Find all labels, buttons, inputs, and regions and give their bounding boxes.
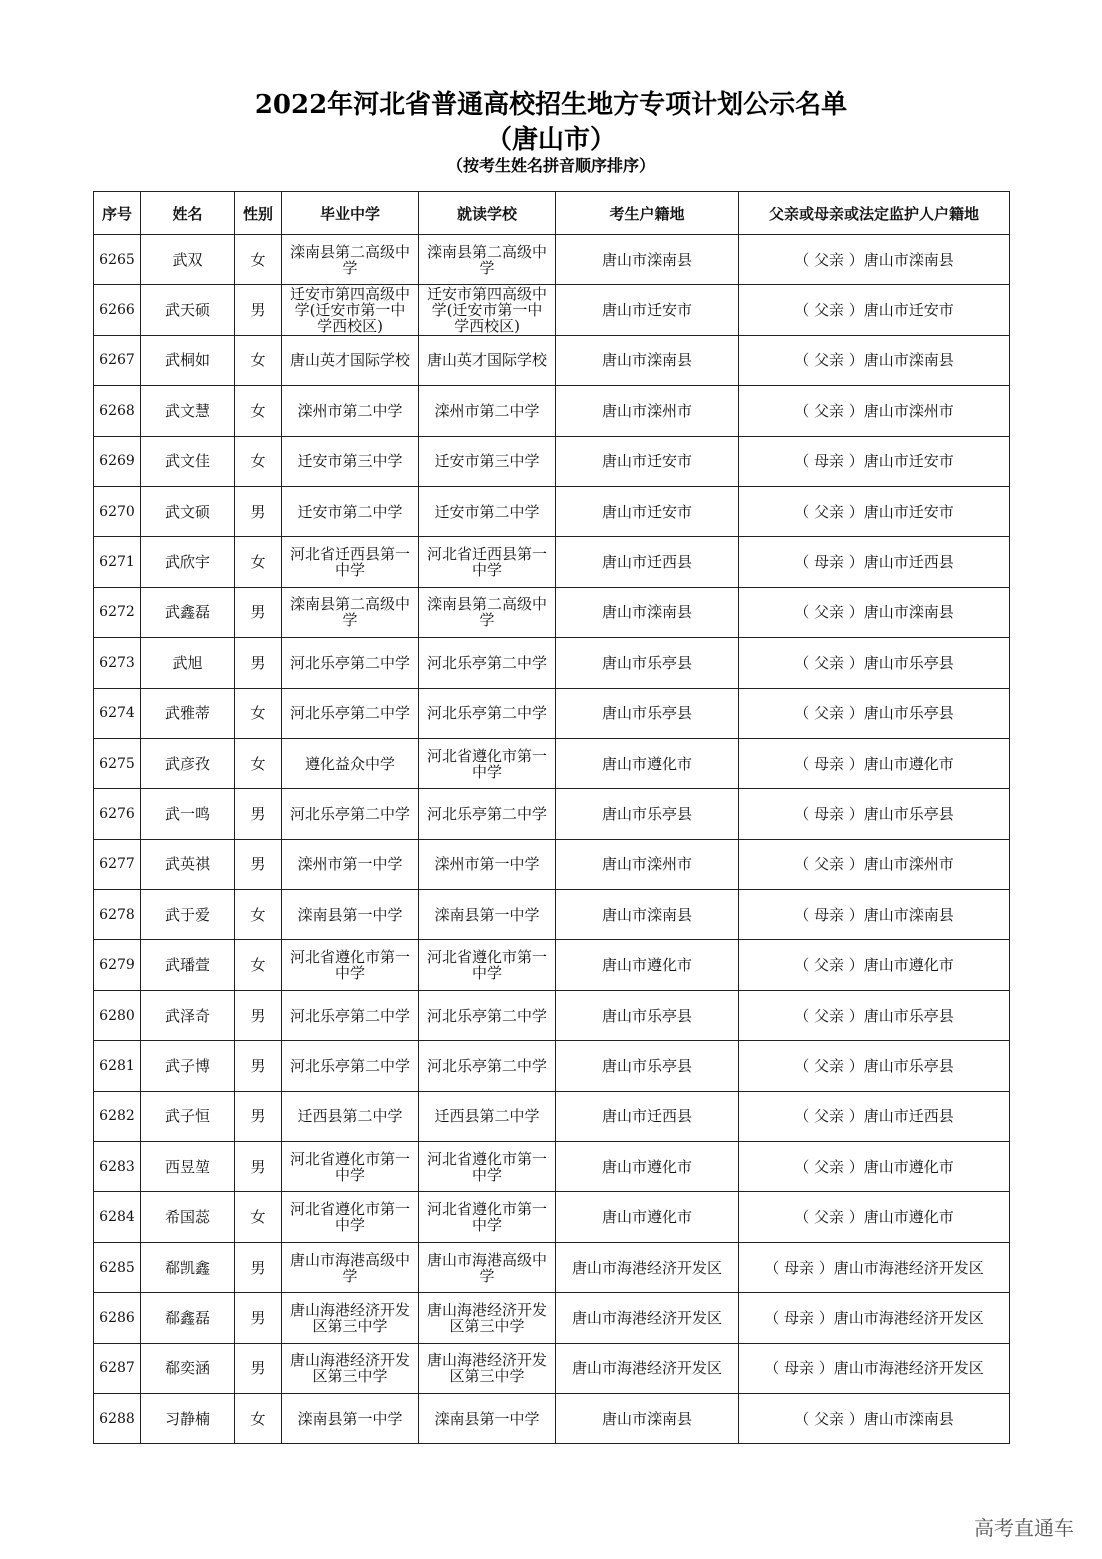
cell-gender: 女 [235,1393,282,1443]
cell-grad-school: 河北省遵化市第一中学 [282,940,419,990]
table-row [94,1393,1010,1443]
cell-gender: 男 [235,1142,282,1192]
cell-name: 习静楠 [141,1393,235,1443]
cell-gender: 男 [235,1091,282,1141]
cell-guardian: （ 父亲 ）唐山市遵化市 [739,1192,1010,1242]
cell-guardian: （ 父亲 ）唐山市滦州市 [739,386,1010,436]
cell-gender: 女 [235,335,282,385]
table-row [94,890,1010,940]
table-row [94,688,1010,738]
cell-guardian: （ 父亲 ）唐山市遵化市 [739,940,1010,990]
cell-study-school: 河北省遵化市第一中学 [419,940,556,990]
cell-study-school: 迁安市第二中学 [419,486,556,536]
roster-table [93,191,1010,1444]
cell-guardian: （ 母亲 ）唐山市遵化市 [739,738,1010,788]
cell-seq: 6268 [94,386,141,436]
cell-guardian: （ 父亲 ）唐山市乐亭县 [739,1041,1010,1091]
cell-study-school: 迁安市第三中学 [419,436,556,486]
cell-name: 武旭 [141,638,235,688]
cell-guardian: （ 父亲 ）唐山市迁安市 [739,486,1010,536]
watermark: 高考直通车 [974,1516,1074,1540]
cell-hukou: 唐山市迁西县 [556,537,739,587]
cell-seq: 6284 [94,1192,141,1242]
header-hukou: 考生户籍地 [556,192,739,235]
table-row [94,1293,1010,1343]
cell-grad-school: 河北省遵化市第一中学 [282,1192,419,1242]
cell-study-school: 滦南县第二高级中学 [419,587,556,637]
cell-grad-school: 河北乐亭第二中学 [282,688,419,738]
cell-study-school: 河北省遵化市第一中学 [419,1142,556,1192]
table-row [94,335,1010,385]
cell-guardian: （ 母亲 ）唐山市海港经济开发区 [739,1242,1010,1292]
table-row [94,839,1010,889]
cell-gender: 女 [235,386,282,436]
cell-hukou: 唐山市乐亭县 [556,1041,739,1091]
cell-seq: 6266 [94,285,141,335]
table-header-row [94,192,1010,235]
cell-hukou: 唐山市迁安市 [556,436,739,486]
table-row [94,940,1010,990]
table-row [94,386,1010,436]
table-row [94,1041,1010,1091]
cell-study-school: 滦南县第一中学 [419,1393,556,1443]
cell-gender: 女 [235,235,282,285]
cell-seq: 6281 [94,1041,141,1091]
cell-grad-school: 河北乐亭第二中学 [282,1041,419,1091]
cell-study-school: 唐山英才国际学校 [419,335,556,385]
cell-study-school: 河北乐亭第二中学 [419,789,556,839]
cell-study-school: 迁西县第二中学 [419,1091,556,1141]
cell-name: 武于爱 [141,890,235,940]
cell-grad-school: 迁安市第三中学 [282,436,419,486]
cell-grad-school: 唐山海港经济开发区第三中学 [282,1343,419,1393]
cell-study-school: 唐山海港经济开发区第三中学 [419,1293,556,1343]
cell-study-school: 滦州市第二中学 [419,386,556,436]
cell-hukou: 唐山市遵化市 [556,1192,739,1242]
cell-study-school: 迁安市第四高级中学(迁安市第一中学西校区) [419,285,556,335]
cell-study-school: 河北省迁西县第一中学 [419,537,556,587]
cell-seq: 6269 [94,436,141,486]
table-row [94,587,1010,637]
table-row [94,1142,1010,1192]
cell-gender: 男 [235,638,282,688]
cell-gender: 女 [235,688,282,738]
header-seq: 序号 [94,192,141,235]
cell-name: 武天硕 [141,285,235,335]
cell-guardian: （ 母亲 ）唐山市海港经济开发区 [739,1343,1010,1393]
cell-name: 武文慧 [141,386,235,436]
cell-guardian: （ 父亲 ）唐山市滦州市 [739,839,1010,889]
cell-name: 西昱堃 [141,1142,235,1192]
cell-hukou: 唐山市乐亭县 [556,638,739,688]
cell-seq: 6288 [94,1393,141,1443]
cell-seq: 6270 [94,486,141,536]
cell-seq: 6279 [94,940,141,990]
cell-gender: 女 [235,738,282,788]
cell-name: 郗奕涵 [141,1343,235,1393]
cell-guardian: （ 母亲 ）唐山市乐亭县 [739,789,1010,839]
cell-gender: 女 [235,436,282,486]
cell-seq: 6273 [94,638,141,688]
cell-guardian: （ 父亲 ）唐山市滦南县 [739,587,1010,637]
table-row [94,990,1010,1040]
cell-grad-school: 河北省迁西县第一中学 [282,537,419,587]
table-row [94,738,1010,788]
cell-grad-school: 遵化益众中学 [282,738,419,788]
cell-grad-school: 滦南县第二高级中学 [282,235,419,285]
cell-guardian: （ 父亲 ）唐山市乐亭县 [739,688,1010,738]
cell-grad-school: 唐山海港经济开发区第三中学 [282,1293,419,1343]
cell-name: 武彦孜 [141,738,235,788]
cell-seq: 6278 [94,890,141,940]
cell-hukou: 唐山市滦南县 [556,890,739,940]
cell-seq: 6277 [94,839,141,889]
cell-grad-school: 河北省遵化市第一中学 [282,1142,419,1192]
table-row [94,486,1010,536]
cell-grad-school: 河北乐亭第二中学 [282,990,419,1040]
table-row [94,1091,1010,1141]
table-row [94,537,1010,587]
cell-seq: 6285 [94,1242,141,1292]
page-title: 2022年河北省普通高校招生地方专项计划公示名单 [254,90,848,120]
cell-gender: 女 [235,890,282,940]
cell-name: 武双 [141,235,235,285]
cell-gender: 男 [235,285,282,335]
cell-hukou: 唐山市乐亭县 [556,990,739,1040]
cell-guardian: （ 父亲 ）唐山市滦南县 [739,235,1010,285]
cell-name: 武文硕 [141,486,235,536]
cell-name: 武一鸣 [141,789,235,839]
cell-gender: 女 [235,940,282,990]
cell-seq: 6267 [94,335,141,385]
cell-gender: 男 [235,486,282,536]
cell-hukou: 唐山市滦南县 [556,235,739,285]
cell-guardian: （ 父亲 ）唐山市乐亭县 [739,990,1010,1040]
cell-guardian: （ 母亲 ）唐山市迁安市 [739,436,1010,486]
cell-hukou: 唐山市滦南县 [556,1393,739,1443]
cell-hukou: 唐山市迁西县 [556,1091,739,1141]
cell-name: 武璠萱 [141,940,235,990]
header-guardian: 父亲或母亲或法定监护人户籍地 [739,192,1010,235]
cell-guardian: （ 父亲 ）唐山市遵化市 [739,1142,1010,1192]
cell-gender: 男 [235,1242,282,1292]
cell-gender: 男 [235,1343,282,1393]
table-row [94,235,1010,285]
cell-name: 武欣宇 [141,537,235,587]
table-row [94,1242,1010,1292]
cell-study-school: 河北乐亭第二中学 [419,688,556,738]
cell-hukou: 唐山市遵化市 [556,1142,739,1192]
cell-grad-school: 河北乐亭第二中学 [282,789,419,839]
cell-seq: 6271 [94,537,141,587]
header-grad-school: 毕业中学 [282,192,419,235]
cell-hukou: 唐山市滦州市 [556,386,739,436]
cell-hukou: 唐山市海港经济开发区 [556,1242,739,1292]
header-study-school: 就读学校 [419,192,556,235]
cell-hukou: 唐山市海港经济开发区 [556,1293,739,1343]
cell-hukou: 唐山市迁安市 [556,285,739,335]
cell-seq: 6283 [94,1142,141,1192]
cell-seq: 6276 [94,789,141,839]
cell-seq: 6265 [94,235,141,285]
cell-study-school: 河北乐亭第二中学 [419,638,556,688]
cell-grad-school: 迁安市第二中学 [282,486,419,536]
cell-hukou: 唐山市滦南县 [556,335,739,385]
cell-gender: 男 [235,789,282,839]
table-row [94,638,1010,688]
cell-guardian: （ 父亲 ）唐山市滦南县 [739,335,1010,385]
cell-name: 武鑫磊 [141,587,235,637]
cell-gender: 男 [235,990,282,1040]
cell-grad-school: 滦州市第二中学 [282,386,419,436]
table-row [94,1343,1010,1393]
cell-seq: 6286 [94,1293,141,1343]
table-row [94,789,1010,839]
cell-hukou: 唐山市乐亭县 [556,789,739,839]
cell-study-school: 河北省遵化市第一中学 [419,1192,556,1242]
cell-study-school: 滦州市第一中学 [419,839,556,889]
table-row [94,1192,1010,1242]
cell-seq: 6275 [94,738,141,788]
cell-study-school: 河北省遵化市第一中学 [419,738,556,788]
page-subtitle-city: （唐山市） [485,125,616,155]
cell-study-school: 唐山市海港高级中学 [419,1242,556,1292]
cell-study-school: 滦南县第二高级中学 [419,235,556,285]
cell-study-school: 河北乐亭第二中学 [419,990,556,1040]
cell-grad-school: 唐山市海港高级中学 [282,1242,419,1292]
cell-seq: 6274 [94,688,141,738]
cell-hukou: 唐山市滦南县 [556,587,739,637]
cell-gender: 男 [235,1293,282,1343]
cell-guardian: （ 父亲 ）唐山市乐亭县 [739,638,1010,688]
cell-grad-school: 滦州市第一中学 [282,839,419,889]
cell-guardian: （ 母亲 ）唐山市海港经济开发区 [739,1293,1010,1343]
cell-gender: 男 [235,1041,282,1091]
cell-grad-school: 河北乐亭第二中学 [282,638,419,688]
cell-study-school: 河北乐亭第二中学 [419,1041,556,1091]
cell-seq: 6280 [94,990,141,1040]
table-row [94,436,1010,486]
cell-seq: 6287 [94,1343,141,1393]
cell-guardian: （ 父亲 ）唐山市迁安市 [739,285,1010,335]
cell-grad-school: 迁西县第二中学 [282,1091,419,1141]
cell-grad-school: 迁安市第四高级中学(迁安市第一中学西校区) [282,285,419,335]
cell-hukou: 唐山市遵化市 [556,738,739,788]
cell-name: 武泽奇 [141,990,235,1040]
table-row [94,285,1010,335]
cell-name: 郗鑫磊 [141,1293,235,1343]
cell-guardian: （ 父亲 ）唐山市滦南县 [739,1393,1010,1443]
cell-hukou: 唐山市迁安市 [556,486,739,536]
cell-name: 武子恒 [141,1091,235,1141]
page-subtitle-sort: （按考生姓名拼音顺序排序） [446,156,655,175]
cell-grad-school: 滦南县第二高级中学 [282,587,419,637]
cell-name: 郗凯鑫 [141,1242,235,1292]
cell-hukou: 唐山市乐亭县 [556,688,739,738]
cell-name: 武桐如 [141,335,235,385]
cell-grad-school: 滦南县第一中学 [282,1393,419,1443]
cell-grad-school: 唐山英才国际学校 [282,335,419,385]
cell-name: 希国蕊 [141,1192,235,1242]
cell-seq: 6272 [94,587,141,637]
cell-guardian: （ 父亲 ）唐山市迁西县 [739,1091,1010,1141]
cell-hukou: 唐山市滦州市 [556,839,739,889]
cell-name: 武英祺 [141,839,235,889]
cell-hukou: 唐山市海港经济开发区 [556,1343,739,1393]
cell-study-school: 唐山海港经济开发区第三中学 [419,1343,556,1393]
cell-study-school: 滦南县第一中学 [419,890,556,940]
cell-hukou: 唐山市遵化市 [556,940,739,990]
cell-gender: 男 [235,587,282,637]
cell-seq: 6282 [94,1091,141,1141]
cell-grad-school: 滦南县第一中学 [282,890,419,940]
cell-name: 武文佳 [141,436,235,486]
cell-name: 武雅蒂 [141,688,235,738]
header-name: 姓名 [141,192,235,235]
cell-gender: 女 [235,1192,282,1242]
cell-guardian: （ 母亲 ）唐山市滦南县 [739,890,1010,940]
cell-gender: 男 [235,839,282,889]
cell-guardian: （ 母亲 ）唐山市迁西县 [739,537,1010,587]
header-gender: 性别 [235,192,282,235]
cell-name: 武子博 [141,1041,235,1091]
cell-gender: 女 [235,537,282,587]
